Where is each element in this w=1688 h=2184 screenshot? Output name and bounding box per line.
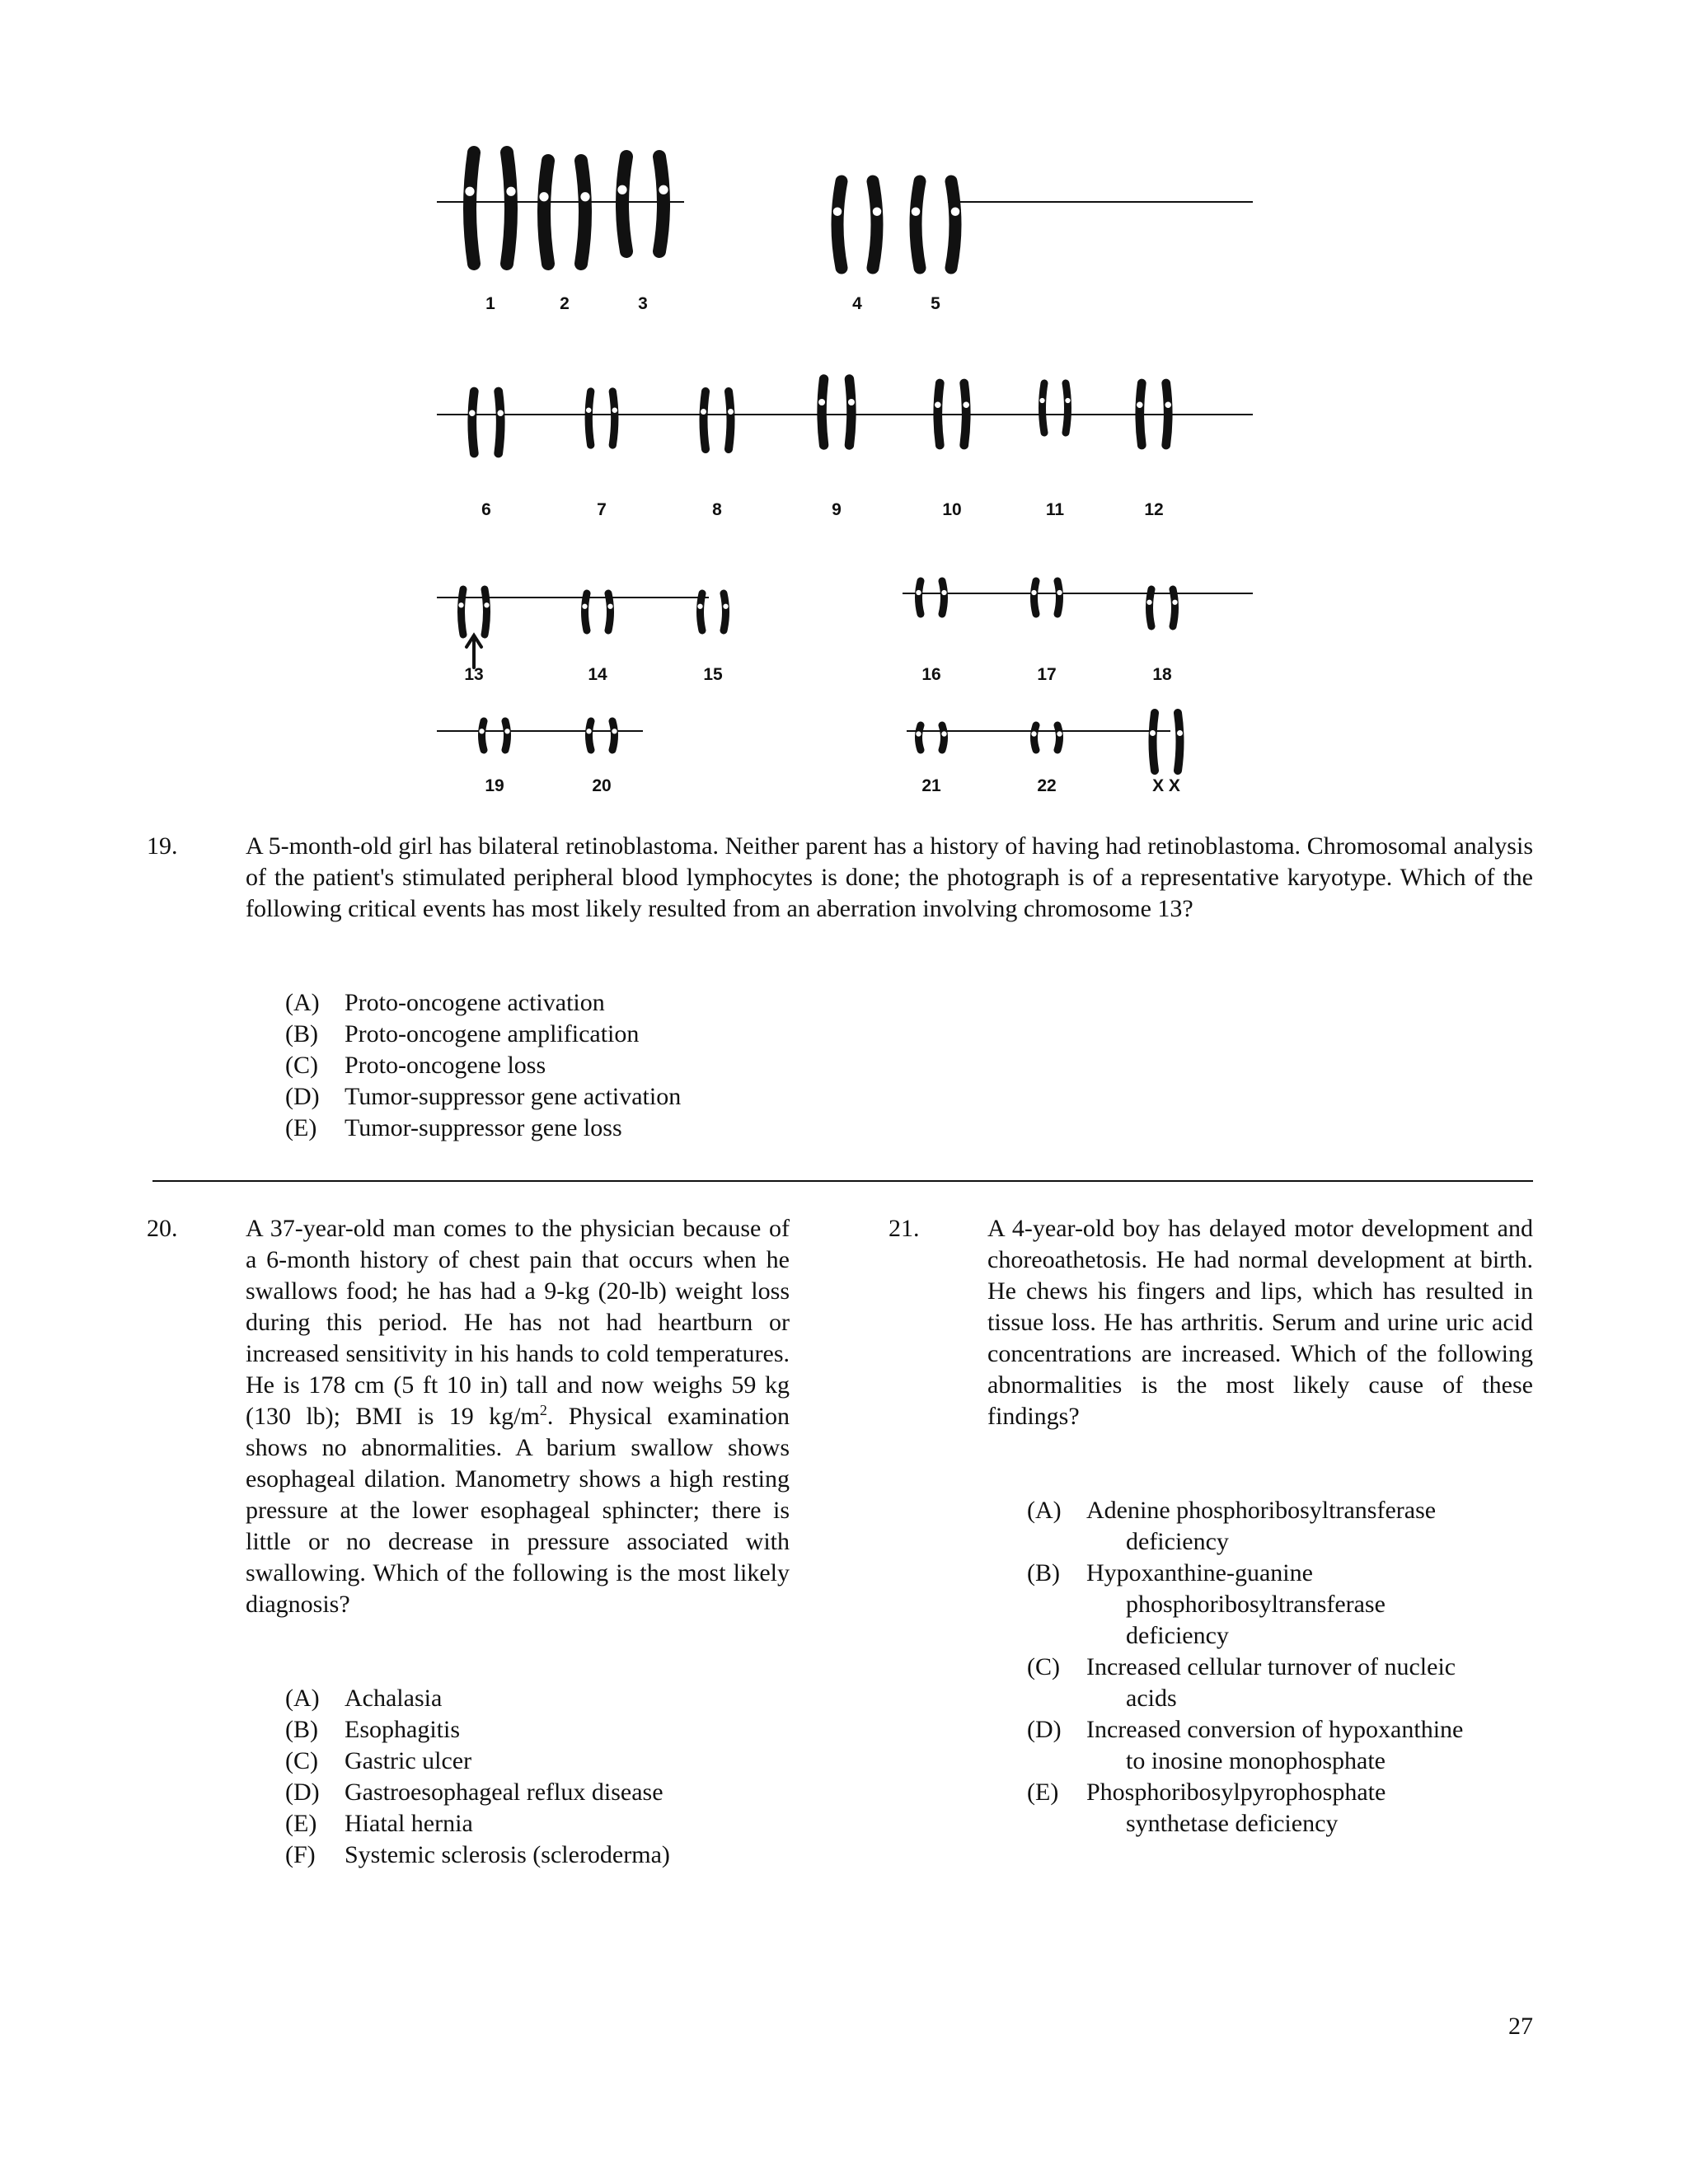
chromosome-shape	[1057, 581, 1060, 614]
option-letter: (E)	[1027, 1779, 1059, 1806]
answer-option[interactable]	[285, 1113, 1027, 1144]
chromosome-shape	[938, 383, 940, 445]
chromosome-shape	[1066, 383, 1068, 433]
option-text: Systemic sclerosis (scleroderma)	[345, 1841, 670, 1868]
option-text: Tumor-suppressor gene loss	[345, 1114, 622, 1141]
chromosome-label: 15	[703, 665, 723, 684]
centromere-mark	[1039, 398, 1044, 403]
option-text: Esophagitis	[345, 1716, 460, 1743]
chromosome-shape	[589, 721, 592, 750]
chromosome-shape	[701, 593, 703, 630]
centromere-mark	[935, 402, 941, 409]
stem-text: A 37-year-old man comes to the physician because of a 6-month history of chest pain that occurs when he swallows food; he has had a 9-kg (20-lb) weight loss during this period. He has not had heartburn or increased sensitivity in his hands to cold temperatures. He is 178 cm (5 ft 10 in) tall and now weighs 59 kg (130 lb); BMI is 19 kg/m	[246, 1215, 790, 1430]
chromosome-shape	[873, 181, 877, 268]
centromere-mark	[701, 409, 706, 415]
chromosome-shape	[849, 379, 851, 445]
centromere-mark	[873, 208, 882, 217]
karyotype-figure	[437, 144, 1253, 816]
chromosome-shape	[499, 391, 501, 453]
chromosome-label: 18	[1152, 665, 1172, 684]
option-letter: (B)	[285, 1716, 318, 1743]
chromosome-shape	[462, 589, 464, 635]
chromosome-shape	[507, 152, 511, 264]
centromere-mark	[586, 408, 592, 414]
chromosome-shape	[612, 391, 615, 445]
chromosome-shape	[837, 181, 842, 268]
option-text: Increased conversion of hypoxanthine to inosine monophosphate	[1086, 1716, 1464, 1774]
centromere-mark	[659, 185, 668, 194]
chromosome-shape	[612, 721, 615, 750]
option-letter: (B)	[1027, 1559, 1060, 1586]
question-number: 20.	[147, 1215, 178, 1242]
chromosome-label: 12	[1144, 500, 1164, 519]
centromere-mark	[833, 208, 842, 217]
option-letter: (A)	[1027, 1497, 1062, 1524]
answer-option[interactable]	[285, 1683, 813, 1714]
chromosome-label: 5	[931, 294, 940, 313]
centromere-mark	[697, 604, 702, 609]
chromosome-label: 2	[560, 294, 570, 313]
superscript: 2	[539, 1402, 547, 1418]
chromosome-shape	[942, 581, 945, 614]
centromere-mark	[941, 731, 946, 736]
chromosome-shape	[608, 593, 611, 630]
centromere-mark	[1177, 730, 1183, 736]
chromosome-shape	[729, 391, 731, 449]
centromere-mark	[504, 729, 509, 733]
option-text: Proto-oncogene loss	[345, 1052, 546, 1079]
option-text: Proto-oncogene amplification	[345, 1020, 640, 1047]
answer-options	[1027, 1495, 1489, 1840]
centromere-mark	[580, 192, 589, 201]
centromere-mark	[1146, 600, 1151, 605]
option-text: Hiatal hernia	[345, 1810, 473, 1837]
chromosome-shape	[1150, 589, 1152, 626]
centromere-mark	[612, 729, 617, 733]
answer-option[interactable]	[1027, 1714, 1489, 1777]
answer-option[interactable]	[285, 1746, 813, 1777]
option-letter: (A)	[285, 989, 320, 1016]
centromere-mark	[586, 729, 591, 733]
chromosome-shape	[919, 581, 921, 614]
option-letter: (B)	[285, 1020, 318, 1047]
chromosome-shape	[1140, 383, 1142, 445]
centromere-mark	[728, 409, 734, 415]
centromere-mark	[912, 208, 921, 217]
answer-option[interactable]	[285, 1050, 1027, 1081]
question-number: 19.	[147, 832, 178, 860]
centromere-mark	[1057, 731, 1062, 736]
chromosome-shape	[724, 593, 726, 630]
chromosome-shape	[822, 379, 824, 445]
centromere-mark	[1031, 590, 1036, 595]
chromosome-label: 21	[921, 776, 941, 795]
chromosome-shape	[1178, 713, 1180, 771]
answer-option[interactable]	[285, 1019, 1027, 1050]
chromosome-shape	[485, 589, 487, 635]
section-divider	[152, 1180, 1533, 1182]
chromosome-shape	[964, 383, 967, 445]
centromere-mark	[617, 185, 626, 194]
chromosome-label: 4	[852, 294, 862, 313]
centromere-mark	[916, 731, 921, 736]
centromere-mark	[1165, 402, 1171, 409]
option-text: Gastric ulcer	[345, 1747, 472, 1774]
centromere-mark	[539, 192, 548, 201]
chromosome-shape	[472, 391, 475, 453]
chromosome-shape	[1057, 725, 1060, 750]
chromosome-shape	[942, 725, 945, 750]
centromere-mark	[479, 729, 484, 733]
option-letter: (C)	[285, 1747, 318, 1774]
chromosome-shape	[581, 161, 585, 264]
chromosome-label: 17	[1037, 665, 1057, 684]
chromosome-label: 20	[592, 776, 612, 795]
centromere-mark	[1065, 398, 1070, 403]
answer-options	[285, 987, 1027, 1144]
answer-option[interactable]	[1027, 1558, 1489, 1652]
centromere-mark	[1150, 730, 1156, 736]
chromosome-shape	[585, 593, 588, 630]
centromere-mark	[818, 399, 825, 405]
option-letter: (D)	[1027, 1716, 1062, 1743]
question-stem: A 5-month-old girl has bilateral retinoblastoma. Neither parent has a history of having had retinoblastoma. Chromosomal analysis of the patient's stimulated peripheral blood lymphocytes is done; the photograph is of a representative karyotype. Which of the following critical events has most likely resulted from an aberration involving chromosome 13?	[246, 832, 1533, 922]
option-letter: (F)	[285, 1841, 316, 1868]
chromosome-shape	[1043, 383, 1045, 433]
answer-option[interactable]	[1027, 1777, 1489, 1840]
chromosome-label: 1	[485, 294, 495, 313]
option-letter: (C)	[1027, 1653, 1060, 1680]
centromere-mark	[497, 410, 504, 417]
option-text: Proto-oncogene activation	[345, 989, 605, 1016]
chromosome-shape	[951, 181, 955, 268]
answer-option[interactable]	[285, 1714, 813, 1746]
centromere-mark	[469, 410, 476, 417]
chromosome-label: 14	[588, 665, 607, 684]
centromere-mark	[1172, 600, 1177, 605]
chromosome-shape	[470, 152, 474, 264]
centromere-mark	[916, 590, 921, 595]
centromere-mark	[848, 399, 855, 405]
question-stem	[246, 1213, 790, 1620]
chromosome-label: 16	[921, 665, 941, 684]
answer-option[interactable]	[1027, 1652, 1489, 1714]
centromere-mark	[723, 604, 728, 609]
option-letter: (D)	[285, 1779, 320, 1806]
centromere-mark	[607, 604, 612, 609]
centromere-mark	[1031, 731, 1036, 736]
centromere-mark	[1057, 590, 1062, 595]
centromere-mark	[941, 590, 946, 595]
answer-option[interactable]	[1027, 1495, 1489, 1558]
centromere-mark	[963, 402, 969, 409]
chromosome-label: 9	[832, 500, 842, 519]
chromosome-shape	[544, 161, 548, 264]
centromere-mark	[1137, 402, 1143, 409]
chromosome-label: 19	[485, 776, 504, 795]
option-text: Hypoxanthine-guanine phosphoribosyltransferase deficiency	[1086, 1559, 1386, 1649]
answer-option[interactable]	[285, 1808, 813, 1840]
page-number: 27	[1508, 2013, 1533, 2040]
chromosome-label: 3	[638, 294, 648, 313]
option-letter: (C)	[285, 1052, 318, 1079]
answer-options	[285, 1683, 813, 1871]
option-text: Adenine phosphoribosyltransferase deficiency	[1086, 1497, 1437, 1555]
chromosome-shape	[1173, 589, 1175, 626]
chromosome-shape	[916, 181, 920, 268]
option-letter: (E)	[285, 1114, 317, 1141]
option-text: Increased cellular turnover of nucleic acids	[1086, 1653, 1456, 1712]
chromosome-shape	[1166, 383, 1169, 445]
option-letter: (E)	[285, 1810, 317, 1837]
chromosome-shape	[1034, 581, 1037, 614]
chromosome-shape	[505, 721, 508, 750]
chromosome-label: 13	[464, 665, 484, 684]
centromere-mark	[582, 604, 587, 609]
stem-text: . Physical examination shows no abnormalities. A barium swallow shows esophageal dilation. Manometry shows a high resting pressure at the lower esophageal sphincter; there is little or no decrease in pressure associated with swallowing. Which of the following is the most likely diagnosis?	[246, 1403, 790, 1618]
chromosome-label: 7	[597, 500, 607, 519]
option-letter: (D)	[285, 1083, 320, 1110]
centromere-mark	[951, 208, 960, 217]
chromosome-shape	[622, 157, 626, 251]
chromosome-label: X X	[1152, 776, 1180, 795]
option-text: Tumor-suppressor gene activation	[345, 1083, 682, 1110]
answer-option[interactable]	[285, 1081, 1027, 1113]
option-letter: (A)	[285, 1685, 320, 1712]
arrow-up-icon	[467, 635, 481, 668]
answer-option[interactable]	[285, 987, 1027, 1019]
chromosome-shape	[919, 725, 921, 750]
chromosome-shape	[704, 391, 706, 449]
chromosome-shape	[1153, 713, 1156, 771]
chromosome-shape	[482, 721, 485, 750]
chromosome-shape	[659, 157, 663, 251]
option-text: Gastroesophageal reflux disease	[345, 1779, 663, 1806]
chromosome-label: 10	[942, 500, 962, 519]
question-stem: A 4-year-old boy has delayed motor development and choreoathetosis. He had normal development at birth. He chews his fingers and lips, which has resulted in tissue loss. He has arthritis. Serum and urine uric acid concentrations are increased. Which of the following abnormalities is the most likely cause of these findings?	[987, 1215, 1533, 1430]
option-text: Phosphoribosylpyrophosphate synthetase deficiency	[1086, 1779, 1386, 1837]
centromere-mark	[458, 602, 463, 607]
chromosome-shape	[1034, 725, 1037, 750]
question-number: 21.	[889, 1215, 920, 1242]
answer-option[interactable]	[285, 1840, 813, 1871]
centromere-mark	[465, 187, 474, 196]
chromosome-label: 8	[712, 500, 722, 519]
option-text: Achalasia	[345, 1685, 443, 1712]
chromosome-label: 11	[1045, 500, 1065, 519]
centromere-mark	[612, 408, 618, 414]
answer-option[interactable]	[285, 1777, 813, 1808]
chromosome-shape	[588, 391, 591, 445]
chromosome-label: 6	[481, 500, 491, 519]
centromere-mark	[506, 187, 515, 196]
chromosome-label: 22	[1037, 776, 1057, 795]
centromere-mark	[484, 602, 489, 607]
